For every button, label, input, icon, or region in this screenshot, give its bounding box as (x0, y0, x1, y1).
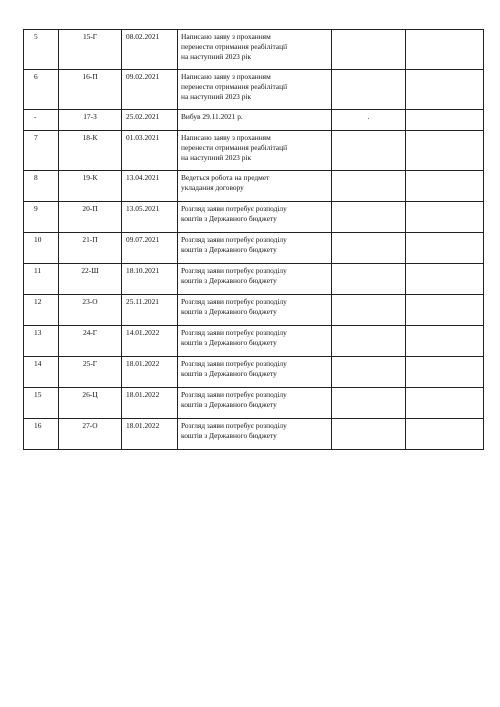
row-number-cell: 14 (24, 357, 59, 388)
date-cell: 18.01.2022 (122, 419, 178, 450)
case-code-cell: 15-Г (59, 30, 122, 70)
status-line: коштів з Державного бюджету (181, 214, 277, 223)
table-row (24, 326, 484, 357)
last-cell (406, 202, 484, 233)
last-cell (406, 131, 484, 171)
table-row (24, 202, 484, 233)
date-cell: 09.07.2021 (122, 233, 178, 264)
table-row (24, 110, 484, 131)
extra-cell: . (332, 110, 406, 131)
status-line: Розгляд заяви потребує розподілу (181, 204, 287, 213)
status-line: Написано заяву з проханням (181, 32, 271, 41)
case-code-cell: 19-К (59, 171, 122, 202)
status-line: перенести отримання реабілітації (181, 82, 288, 91)
extra-cell (332, 388, 406, 419)
table-row (24, 419, 484, 450)
table-row (24, 264, 484, 295)
register-table-body (24, 30, 484, 450)
last-cell (406, 295, 484, 326)
status-line: Розгляд заяви потребує розподілу (181, 235, 287, 244)
register-table (23, 29, 484, 450)
extra-cell (332, 30, 406, 70)
case-code-cell: 26-Ц (59, 388, 122, 419)
date-cell: 25.02.2021 (122, 110, 178, 131)
case-code-cell: 16-П (59, 70, 122, 110)
status-cell (178, 326, 332, 357)
status-line: на наступний 2023 рік (181, 153, 252, 162)
row-number-cell: - (24, 110, 59, 131)
status-cell (178, 110, 332, 131)
extra-cell (332, 295, 406, 326)
status-cell (178, 131, 332, 171)
last-cell (406, 110, 484, 131)
status-cell (178, 388, 332, 419)
date-cell: 08.02.2021 (122, 30, 178, 70)
table-row (24, 171, 484, 202)
date-cell: 13.05.2021 (122, 202, 178, 233)
status-cell (178, 357, 332, 388)
case-code-cell: 20-П (59, 202, 122, 233)
status-line: Вибув 29.11.2021 р. (181, 112, 243, 121)
case-code-cell: 21-П (59, 233, 122, 264)
status-cell (178, 70, 332, 110)
status-cell (178, 419, 332, 450)
date-cell: 18.01.2022 (122, 388, 178, 419)
case-code-cell: 23-О (59, 295, 122, 326)
date-cell: 13.04.2021 (122, 171, 178, 202)
status-line: перенести отримання реабілітації (181, 143, 288, 152)
status-line: на наступний 2023 рік (181, 92, 252, 101)
last-cell (406, 30, 484, 70)
last-cell (406, 233, 484, 264)
last-cell (406, 419, 484, 450)
status-line: коштів з Державного бюджету (181, 369, 277, 378)
case-code-cell: 25-Г (59, 357, 122, 388)
table-row (24, 131, 484, 171)
table-row (24, 30, 484, 70)
status-line: Написано заяву з проханням (181, 72, 271, 81)
last-cell (406, 326, 484, 357)
row-number-cell: 6 (24, 70, 59, 110)
status-line: Розгляд заяви потребує розподілу (181, 297, 287, 306)
last-cell (406, 70, 484, 110)
date-cell: 18.01.2022 (122, 357, 178, 388)
row-number-cell: 16 (24, 419, 59, 450)
status-cell (178, 264, 332, 295)
extra-cell (332, 326, 406, 357)
extra-cell (332, 131, 406, 171)
status-line: Розгляд заяви потребує розподілу (181, 359, 287, 368)
last-cell (406, 171, 484, 202)
extra-cell (332, 70, 406, 110)
status-line: коштів з Державного бюджету (181, 276, 277, 285)
last-cell (406, 388, 484, 419)
status-line: Ведеться робота на предмет (181, 173, 270, 182)
row-number-cell: 13 (24, 326, 59, 357)
date-cell: 09.02.2021 (122, 70, 178, 110)
extra-cell (332, 233, 406, 264)
status-line: коштів з Державного бюджету (181, 400, 277, 409)
row-number-cell: 10 (24, 233, 59, 264)
date-cell: 18.10.2021 (122, 264, 178, 295)
status-line: Розгляд заяви потребує розподілу (181, 328, 287, 337)
case-code-cell: 18-К (59, 131, 122, 171)
status-line: укладання договору (181, 183, 244, 192)
table-row (24, 70, 484, 110)
status-line: перенести отримання реабілітації (181, 42, 288, 51)
status-line: коштів з Державного бюджету (181, 307, 277, 316)
status-line: коштів з Державного бюджету (181, 245, 277, 254)
row-number-cell: 9 (24, 202, 59, 233)
extra-cell (332, 202, 406, 233)
row-number-cell: 8 (24, 171, 59, 202)
last-cell (406, 357, 484, 388)
row-number-cell: 12 (24, 295, 59, 326)
status-cell (178, 233, 332, 264)
row-number-cell: 11 (24, 264, 59, 295)
status-line: Розгляд заяви потребує розподілу (181, 266, 287, 275)
case-code-cell: 17-З (59, 110, 122, 131)
case-code-cell: 22-Ш (59, 264, 122, 295)
status-cell (178, 202, 332, 233)
status-line: коштів з Державного бюджету (181, 431, 277, 440)
row-number-cell: 7 (24, 131, 59, 171)
status-cell (178, 30, 332, 70)
status-line: Написано заяву з проханням (181, 133, 271, 142)
status-cell (178, 171, 332, 202)
case-code-cell: 27-О (59, 419, 122, 450)
table-row (24, 388, 484, 419)
extra-cell (332, 357, 406, 388)
status-line: на наступний 2023 рік (181, 52, 252, 61)
extra-cell (332, 264, 406, 295)
table-row (24, 357, 484, 388)
last-cell (406, 264, 484, 295)
status-line: коштів з Державного бюджету (181, 338, 277, 347)
status-line: Розгляд заяви потребує розподілу (181, 390, 287, 399)
row-number-cell: 15 (24, 388, 59, 419)
table-row (24, 233, 484, 264)
status-cell (178, 295, 332, 326)
extra-cell (332, 171, 406, 202)
status-line: Розгляд заяви потребує розподілу (181, 421, 287, 430)
extra-cell (332, 419, 406, 450)
date-cell: 25.11.2021 (122, 295, 178, 326)
date-cell: 01.03.2021 (122, 131, 178, 171)
row-number-cell: 5 (24, 30, 59, 70)
date-cell: 14.01.2022 (122, 326, 178, 357)
case-code-cell: 24-Г (59, 326, 122, 357)
table-row (24, 295, 484, 326)
